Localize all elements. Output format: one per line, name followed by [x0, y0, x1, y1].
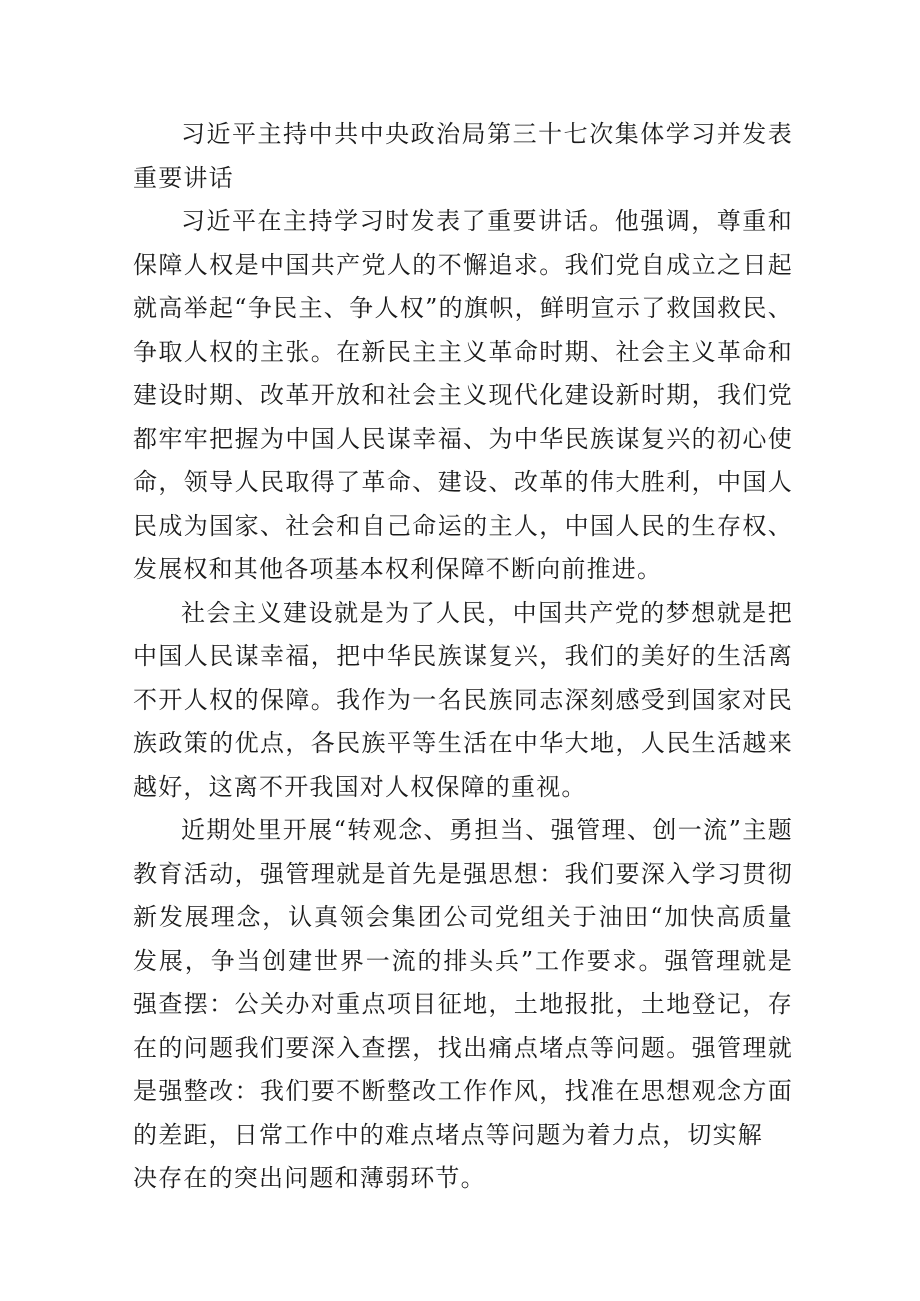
paragraph-3: 近期处里开展“转观念、勇担当、强管理、创一流”主题教育活动，强管理就是首先是强思想：我们要深入学习贯彻新发展理念，认真领会集团公司党组关于油田“加快高质量发展，争当创建世界一流的排头兵”工作要求。强管理就是强查摆：公关办对重点项目征地，土地报批，土地登记，存在的问题我们要深入查摆，找出痛点堵点等问题。强管理就是强整改：我们要不断整改工作作风，找准在思想观念方面的差距，日常工作中的难点堵点等问题为着力点，切实解 — [133, 816, 793, 1149]
paragraph-2: 社会主义建设就是为了人民，中国共产党的梦想就是把中国人民谋幸福，把中华民族谋复兴，我们的美好的生活离不开人权的保障。我作为一名民族同志深刻感受到国家对民族政策的优点，各民族平等生活在中华大地，人民生活越来越好，这离不开我国对人权保障的重视。 — [133, 598, 793, 801]
paragraph-1: 习近平在主持学习时发表了重要讲话。他强调，尊重和保障人权是中国共产党人的不懈追求。我们党自成立之日起就高举起“争民主、争人权”的旗帜，鲜明宣示了救国救民、争取人权的主张。在新民主主义革命时期、社会主义革命和建设时期、改革开放和社会主义现代化建设新时期，我们党都牢牢把握为中国人民谋幸福、为中华民族谋复兴的初心使命，领导人民取得了革命、建设、改革的伟大胜利，中国人民成为国家、社会和自己命运的主人，中国人民的生存权、发展权和其他各项基本权利保障不断向前推进。 — [133, 207, 793, 583]
paragraph-3-tail-line: 决存在的突出问题和薄弱环节。 — [133, 1164, 486, 1192]
document-title: 习近平主持中共中央政治局第三十七次集体学习并发表重要讲话 — [133, 120, 793, 192]
document-body — [133, 113, 793, 1201]
